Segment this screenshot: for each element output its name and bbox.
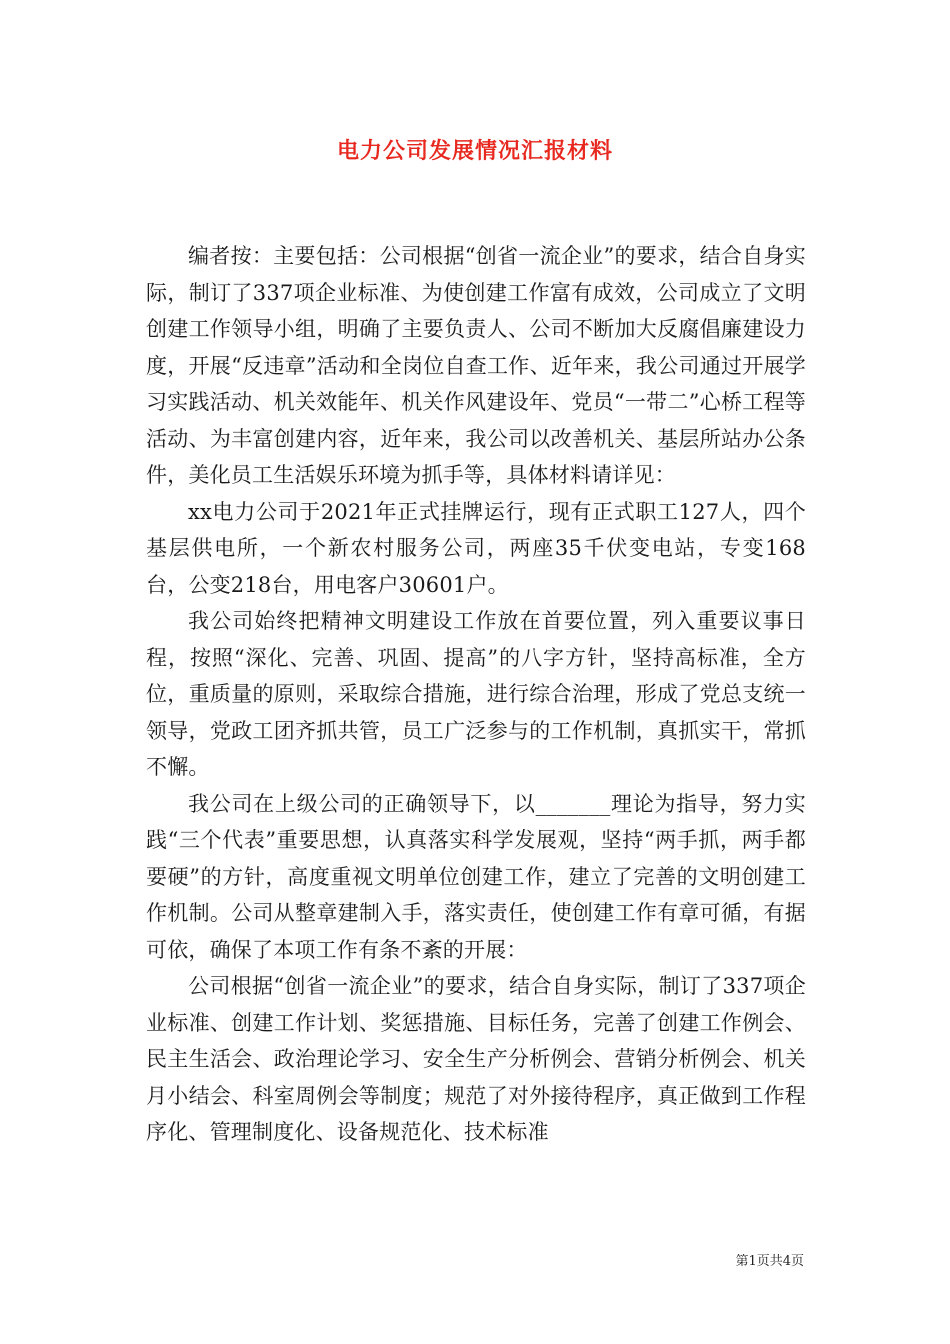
document-body bbox=[146, 238, 806, 1151]
paragraph-company-overview: xx电力公司于2021年正式挂牌运行，现有正式职工127人，四个基层供电所，一个新农村服务公司，两座35千伏变电站，专变168台，公变218台，用电客户30601户。 bbox=[146, 499, 806, 597]
paragraph-leadership: 我公司在上级公司的正确领导下，以_______理论为指导，努力实践“三个代表”重要思想，认真落实科学发展观，坚持“两手抓，两手都要硬”的方针，高度重视文明单位创建工作，建立了完善的文明创建工作机制。公司从整章建制入手，落实责任，使创建工作有章可循，有据可依，确保了本项工作有条不紊的开展： bbox=[146, 791, 806, 962]
paragraph-editor-note: 编者按：主要包括：公司根据“创省一流企业”的要求，结合自身实际，制订了337项企业标准、为使创建工作富有成效，公司成立了文明创建工作领导小组，明确了主要负责人、公司不断加大反腐倡廉建设力度，开展“反违章”活动和全岗位自查工作、近年来，我公司通过开展学习实践活动、机关效能年、机关作风建设年、党员“一带二”心桥工程等活动、为丰富创建内容，近年来，我公司以改善机关、基层所站办公条件，美化员工生活娱乐环境为抓手等，具体材料请详见： bbox=[146, 244, 806, 487]
document-title: 电力公司发展情况汇报材料 bbox=[336, 138, 613, 164]
page-number: 第1页共4页 bbox=[735, 1254, 804, 1269]
paragraph-spiritual-civilization: 我公司始终把精神文明建设工作放在首要位置，列入重要议事日程，按照“深化、完善、巩固、提高”的八字方针，坚持高标准，全方位，重质量的原则，采取综合措施，进行综合治理，形成了党总支统一领导，党政工团齐抓共管，员工广泛参与的工作机制，真抓实干，常抓不懈。 bbox=[146, 609, 806, 779]
paragraph-standards: 公司根据“创省一流企业”的要求，结合自身实际，制订了337项企业标准、创建工作计划、奖惩措施、目标任务，完善了创建工作例会、民主生活会、政治理论学习、安全生产分析例会、营销分析例会、机关月小结会、科室周例会等制度；规范了对外接待程序，真正做到工作程序化、管理制度化、设备规范化、技术标准 bbox=[146, 974, 806, 1144]
